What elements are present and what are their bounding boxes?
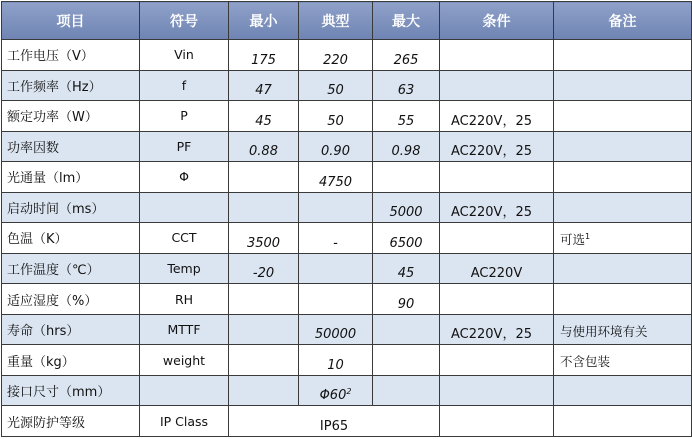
cell-item: 工作电压（V） xyxy=(2,40,140,71)
cell-note xyxy=(554,40,692,71)
cell-symbol: Vin xyxy=(140,40,229,71)
cell-symbol: P xyxy=(140,101,229,132)
cell-item: 启动时间（ms） xyxy=(2,192,140,223)
cell-condition xyxy=(440,345,554,376)
cell-max: 5000 xyxy=(373,192,440,223)
header-note: 备注 xyxy=(554,2,692,40)
cell-max: 63 xyxy=(373,70,440,101)
cell-item: 寿命（hrs） xyxy=(2,314,140,345)
cell-note xyxy=(554,375,692,406)
cell-typ: 4750 xyxy=(299,162,373,193)
cell-min xyxy=(229,192,299,223)
table-row xyxy=(2,70,692,101)
table-row xyxy=(2,375,692,406)
cell-note xyxy=(554,406,692,437)
table-row xyxy=(2,101,692,132)
cell-condition xyxy=(440,70,554,101)
table-row xyxy=(2,223,692,254)
cell-item: 色温（K） xyxy=(2,223,140,254)
cell-condition: AC220V，25 xyxy=(440,101,554,132)
header-item: 项目 xyxy=(2,2,140,40)
header-typ: 典型 xyxy=(299,2,373,40)
cell-min: -20 xyxy=(229,253,299,284)
cell-protection-rating: IP65 xyxy=(229,406,440,437)
cell-item: 光通量（lm） xyxy=(2,162,140,193)
footnote-marker: 1 xyxy=(585,232,591,242)
cell-symbol: CCT xyxy=(140,223,229,254)
cell-typ: 0.90 xyxy=(299,131,373,162)
table-row xyxy=(2,192,692,223)
cell-note xyxy=(554,131,692,162)
header-max: 最大 xyxy=(373,2,440,40)
header-min: 最小 xyxy=(229,2,299,40)
cell-item: 接口尺寸（mm） xyxy=(2,375,140,406)
cell-condition xyxy=(440,406,554,437)
cell-item: 工作温度（℃） xyxy=(2,253,140,284)
cell-max: 55 xyxy=(373,101,440,132)
note-text: 可选 xyxy=(560,232,586,248)
cell-max xyxy=(373,375,440,406)
cell-condition xyxy=(440,375,554,406)
cell-typ xyxy=(299,192,373,223)
table-row xyxy=(2,406,692,437)
cell-symbol xyxy=(140,192,229,223)
cell-typ: 10 xyxy=(299,345,373,376)
cell-max: 90 xyxy=(373,284,440,315)
cell-note xyxy=(554,70,692,101)
cell-note xyxy=(554,162,692,193)
cell-symbol: RH xyxy=(140,284,229,315)
cell-note: 与使用环境有关 xyxy=(554,314,692,345)
cell-condition: AC220V，25 xyxy=(440,314,554,345)
cell-max xyxy=(373,162,440,193)
header-symbol: 符号 xyxy=(140,2,229,40)
cell-symbol xyxy=(140,375,229,406)
cell-note xyxy=(554,253,692,284)
cell-typ xyxy=(299,375,373,406)
cell-note: 不含包装 xyxy=(554,345,692,376)
cell-min xyxy=(229,345,299,376)
cell-min xyxy=(229,284,299,315)
header-condition: 条件 xyxy=(440,2,554,40)
spec-table xyxy=(1,1,692,437)
cell-max: 6500 xyxy=(373,223,440,254)
table-row xyxy=(2,40,692,71)
cell-max: 0.98 xyxy=(373,131,440,162)
cell-symbol: IP Class xyxy=(140,406,229,437)
cell-symbol: f xyxy=(140,70,229,101)
cell-min xyxy=(229,375,299,406)
cell-min xyxy=(229,314,299,345)
cell-symbol: PF xyxy=(140,131,229,162)
cell-min: 3500 xyxy=(229,223,299,254)
typ-text: Φ60 xyxy=(319,388,347,404)
table-row xyxy=(2,284,692,315)
cell-min: 175 xyxy=(229,40,299,71)
cell-item: 适应湿度（%） xyxy=(2,284,140,315)
cell-max xyxy=(373,345,440,376)
cell-min: 45 xyxy=(229,101,299,132)
cell-note xyxy=(554,223,692,254)
table-row xyxy=(2,314,692,345)
cell-item: 工作频率（Hz） xyxy=(2,70,140,101)
cell-min xyxy=(229,162,299,193)
cell-symbol: Temp xyxy=(140,253,229,284)
cell-note xyxy=(554,192,692,223)
cell-item: 光源防护等级 xyxy=(2,406,140,437)
cell-typ: 50 xyxy=(299,101,373,132)
cell-condition: AC220V xyxy=(440,253,554,284)
cell-max: 45 xyxy=(373,253,440,284)
table-row xyxy=(2,131,692,162)
table-row xyxy=(2,345,692,376)
cell-min: 47 xyxy=(229,70,299,101)
cell-condition: AC220V，25 xyxy=(440,192,554,223)
cell-typ: - xyxy=(299,223,373,254)
cell-condition xyxy=(440,223,554,254)
cell-typ: 50000 xyxy=(299,314,373,345)
cell-symbol: weight xyxy=(140,345,229,376)
cell-typ xyxy=(299,284,373,315)
cell-item: 额定功率（W） xyxy=(2,101,140,132)
cell-condition xyxy=(440,40,554,71)
cell-item: 重量（kg） xyxy=(2,345,140,376)
cell-max: 265 xyxy=(373,40,440,71)
cell-typ: 220 xyxy=(299,40,373,71)
cell-max xyxy=(373,314,440,345)
cell-symbol: Φ xyxy=(140,162,229,193)
cell-item: 功率因数 xyxy=(2,131,140,162)
cell-typ: 50 xyxy=(299,70,373,101)
cell-condition: AC220V，25 xyxy=(440,131,554,162)
cell-min: 0.88 xyxy=(229,131,299,162)
cell-condition xyxy=(440,284,554,315)
table-row xyxy=(2,162,692,193)
table-row xyxy=(2,253,692,284)
footnote-marker: 2 xyxy=(346,387,352,397)
cell-note xyxy=(554,101,692,132)
cell-typ xyxy=(299,253,373,284)
header-row xyxy=(2,2,692,40)
cell-symbol: MTTF xyxy=(140,314,229,345)
cell-condition xyxy=(440,162,554,193)
cell-note xyxy=(554,284,692,315)
